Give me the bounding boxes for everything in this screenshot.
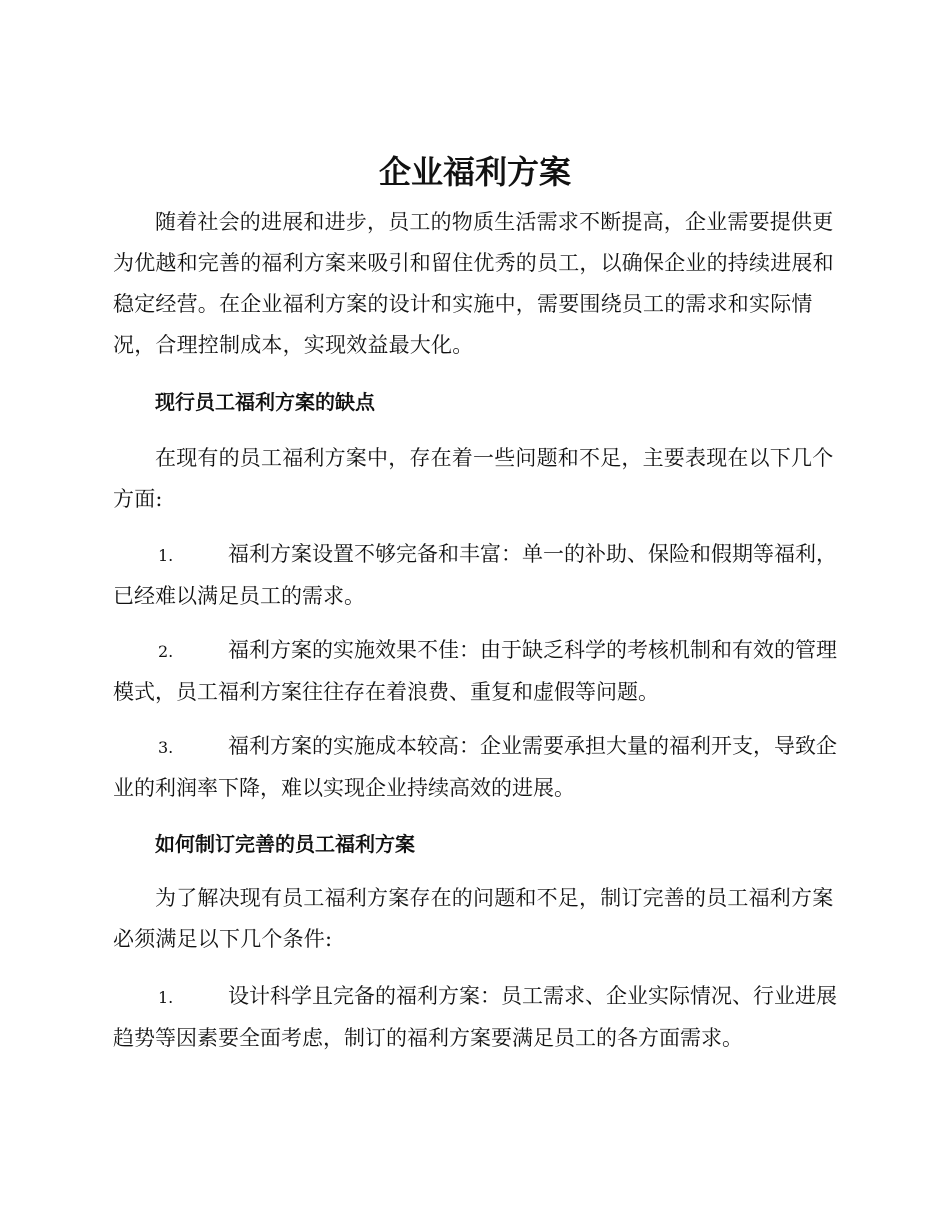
list-item xyxy=(113,726,837,809)
list-item xyxy=(113,534,837,617)
list-item xyxy=(113,630,837,713)
list-item-number: 1. xyxy=(158,988,174,1007)
section-lead-paragraph: 在现有的员工福利方案中，存在着一些问题和不足，主要表现在以下几个方面: xyxy=(113,446,834,511)
intro-paragraph: 随着社会的进展和进步，员工的物质生活需求不断提高，企业需要提供更为优越和完善的福利方案来吸引和留住优秀的员工，以确保企业的持续进展和稳定经营。在企业福利方案的设计和实施中，需要围绕员工的需求和实际情况，合理控制成本，实现效益最大化。 xyxy=(113,210,834,357)
section-heading-drawbacks: 现行员工福利方案的缺点 xyxy=(155,390,375,414)
list-item-text: 福利方案的实施成本较高：企业需要承担大量的福利开支，导致企业的利润率下降，难以实现企业持续高效的进展。 xyxy=(113,734,837,800)
list-item-text: 设计科学且完备的福利方案：员工需求、企业实际情况、行业进展趋势等因素要全面考虑，制订的福利方案要满足员工的各方面需求。 xyxy=(113,984,837,1050)
list-item-text: 福利方案的实施效果不佳：由于缺乏科学的考核机制和有效的管理模式，员工福利方案往往存在着浪费、重复和虚假等问题。 xyxy=(113,638,837,704)
list-item-text: 福利方案设置不够完备和丰富：单一的补助、保险和假期等福利，已经难以满足员工的需求。 xyxy=(113,542,837,608)
list-item-number: 2. xyxy=(158,642,174,661)
list-item xyxy=(113,976,837,1059)
section-heading-how-to: 如何制订完善的员工福利方案 xyxy=(155,832,415,856)
list-item-number: 1. xyxy=(158,546,174,565)
list-item-number: 3. xyxy=(158,738,174,757)
document-title: 企业福利方案 xyxy=(378,153,571,191)
section-lead-paragraph: 为了解决现有员工福利方案存在的问题和不足，制订完善的员工福利方案必须满足以下几个条件: xyxy=(113,886,834,951)
